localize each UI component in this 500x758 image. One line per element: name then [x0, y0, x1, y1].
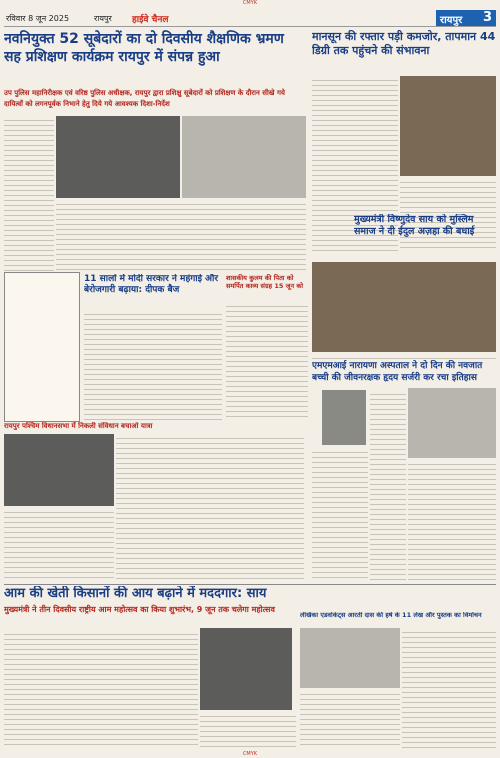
- mango-story-text: [4, 630, 198, 748]
- book-launch-text-2: [402, 628, 496, 748]
- story-text-4: [116, 434, 304, 582]
- print-registration-mark-bottom: CMYK: [242, 751, 258, 757]
- story-headline-2: शासकीय कुलम की पिता को समर्पित काव्य संग्रह 15 जून को: [226, 274, 304, 290]
- book-launch-photo: [300, 628, 400, 688]
- masthead: [4, 9, 496, 27]
- masthead-brand: हाईवे चैनल: [132, 15, 169, 25]
- story-headline-1: 11 सालों में मोदी सरकार ने महंगाई और बेरोजगारी बढ़ाया: दीपक बैज: [84, 274, 219, 295]
- story-box-left: [4, 272, 80, 422]
- baby-portrait: [322, 390, 366, 445]
- story-text-4b: [4, 508, 114, 582]
- training-photo: [182, 116, 306, 198]
- text-column-2: [56, 200, 306, 270]
- rally-photo: [4, 434, 114, 506]
- doctor-photo: [408, 388, 496, 458]
- rule: [312, 386, 496, 388]
- story-text-2: [226, 302, 308, 418]
- eid-greeting-photo: [312, 262, 496, 352]
- text-column-1: [4, 116, 54, 272]
- print-registration-mark-top: CMYK: [242, 0, 258, 6]
- page-number: 3: [482, 10, 492, 25]
- story-text-5c: [312, 448, 368, 582]
- lead-subhead: उप पुलिस महानिरीक्षक एवं वरिष्ठ पुलिस अधीक्षक, रायपुर द्वारा प्रशिक्षु सूबेदारों को प्रशिक्षण के दौरान सीखे गये दायित्वों को लगनपूर्वक निभाने हेतु दिये गये आवश्यक दिशा-निर्देश: [4, 89, 285, 108]
- bottom-subhead: मुख्यमंत्री ने तीन दिवसीय राष्ट्रीय आम महोत्सव का किया शुभारंभ, 9 जून तक चलेगा महोत्सव: [4, 605, 275, 614]
- bottom-headline: आम की खेती किसानों की आय बढ़ाने में मददगार: साय: [4, 586, 267, 601]
- masthead-city: रायपुर: [94, 14, 112, 23]
- issue-date: रविवार 8 जून 2025: [6, 14, 70, 23]
- monsoon-photo: [400, 76, 496, 176]
- meeting-photo: [56, 116, 180, 198]
- lead-headline: नवनियुक्त 52 सूबेदारों का दो दिवसीय शैक्षणिक भ्रमण सह प्रशिक्षण कार्यक्रम रायपुर में संपन्न हुआ: [4, 31, 284, 65]
- story-headline-3: मुख्यमंत्री विष्णुदेव साय को मुस्लिम समाज ने दी ईदुल अज़हा की बधाई: [354, 214, 475, 237]
- mango-festival-photo: [200, 628, 292, 710]
- story-text-5b: [408, 460, 496, 582]
- section-label: रायपुर: [440, 15, 463, 26]
- story-text-1: [84, 310, 222, 420]
- monsoon-headline: मानसून की रफ्तार पड़ी कमजोर, तापमान 44 डिग्री तक पहुंचने की संभावना: [312, 30, 496, 57]
- book-launch-text: [300, 690, 400, 748]
- story-text-5: [370, 390, 406, 582]
- story-headline-4: रायपुर पश्चिम विधानसभा में निकली संविधान बचाओ यात्रा: [4, 422, 153, 430]
- mango-story-text-2: [200, 712, 296, 748]
- divider: [4, 584, 496, 585]
- story-headline-5: एमएमआई नारायणा अस्पताल ने दो दिन की नवजात बच्ची की जीवनरक्षक हृदय सर्जरी कर रचा इतिहास: [312, 360, 496, 386]
- book-launch-headline: लेखिका एडवोकेट्स आरती दास की हर्ष के 11 लेख और पुस्तक का विमोचन: [300, 612, 496, 626]
- section-tag: [436, 10, 496, 26]
